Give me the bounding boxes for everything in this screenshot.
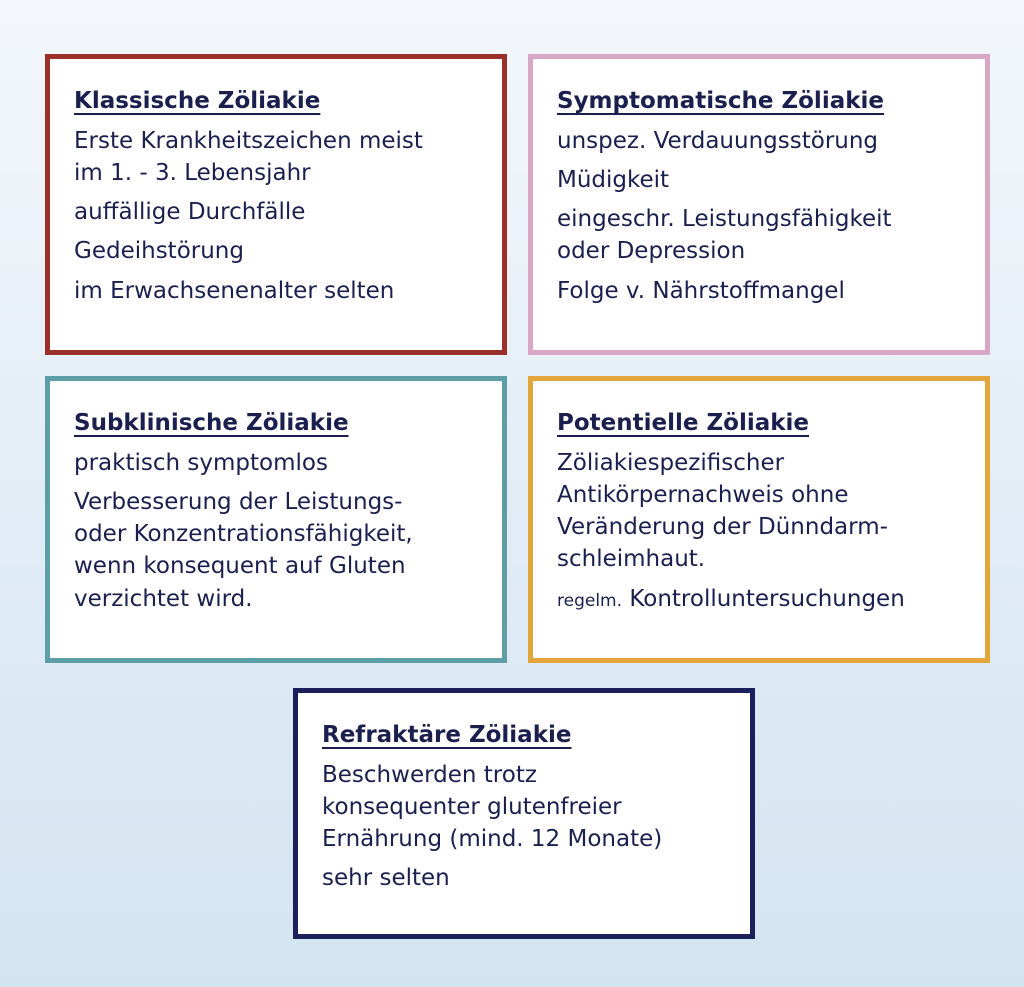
card-potentielle-zoeliakie bbox=[528, 376, 990, 663]
card-item: Müdigkeit bbox=[557, 166, 670, 193]
card-title: Klassische Zöliakie bbox=[74, 88, 321, 114]
card-item: sehr selten bbox=[322, 865, 450, 892]
card-item: praktisch symptomlos bbox=[74, 449, 328, 476]
card-title: Potentielle Zöliakie bbox=[557, 410, 810, 436]
card-item: Folge v. Nährstoffmangel bbox=[557, 277, 845, 304]
card-item-note bbox=[557, 583, 961, 615]
card-refraktaere-zoeliakie bbox=[293, 688, 755, 939]
card-item: im Erwachsenenalter selten bbox=[74, 277, 395, 304]
card-title: Subklinische Zöliakie bbox=[74, 410, 349, 436]
card-symptomatische-zoeliakie bbox=[528, 54, 990, 355]
card-title: Refraktäre Zöliakie bbox=[322, 722, 572, 748]
card-item: unspez. Verdauungsstörung bbox=[557, 127, 879, 154]
card-item: Beschwerden trotz konsequenter glutenfreier Ernährung (mind. 12 Monate) bbox=[322, 761, 663, 853]
card-title: Symptomatische Zöliakie bbox=[557, 88, 884, 114]
card-klassische-zoeliakie bbox=[45, 54, 507, 355]
card-item: Zöliakiespezifischer Antikörpernachweis ohne Veränderung der Dünndarm- schleimhaut. bbox=[557, 449, 888, 573]
note-prefix: regelm. bbox=[557, 590, 623, 611]
card-subklinische-zoeliakie bbox=[45, 376, 507, 663]
card-item: Verbesserung der Leistungs- oder Konzentrationsfähigkeit, wenn konsequent auf Gluten verzichtet wird. bbox=[74, 488, 413, 612]
card-item: auffällige Durchfälle bbox=[74, 199, 306, 226]
card-item: Gedeihstörung bbox=[74, 238, 244, 265]
note-text: Kontrolluntersuchungen bbox=[629, 585, 905, 612]
card-item: eingeschr. Leistungsfähigkeit oder Depression bbox=[557, 206, 892, 265]
card-item: Erste Krankheitszeichen meist im 1. - 3. Lebensjahr bbox=[74, 127, 423, 186]
